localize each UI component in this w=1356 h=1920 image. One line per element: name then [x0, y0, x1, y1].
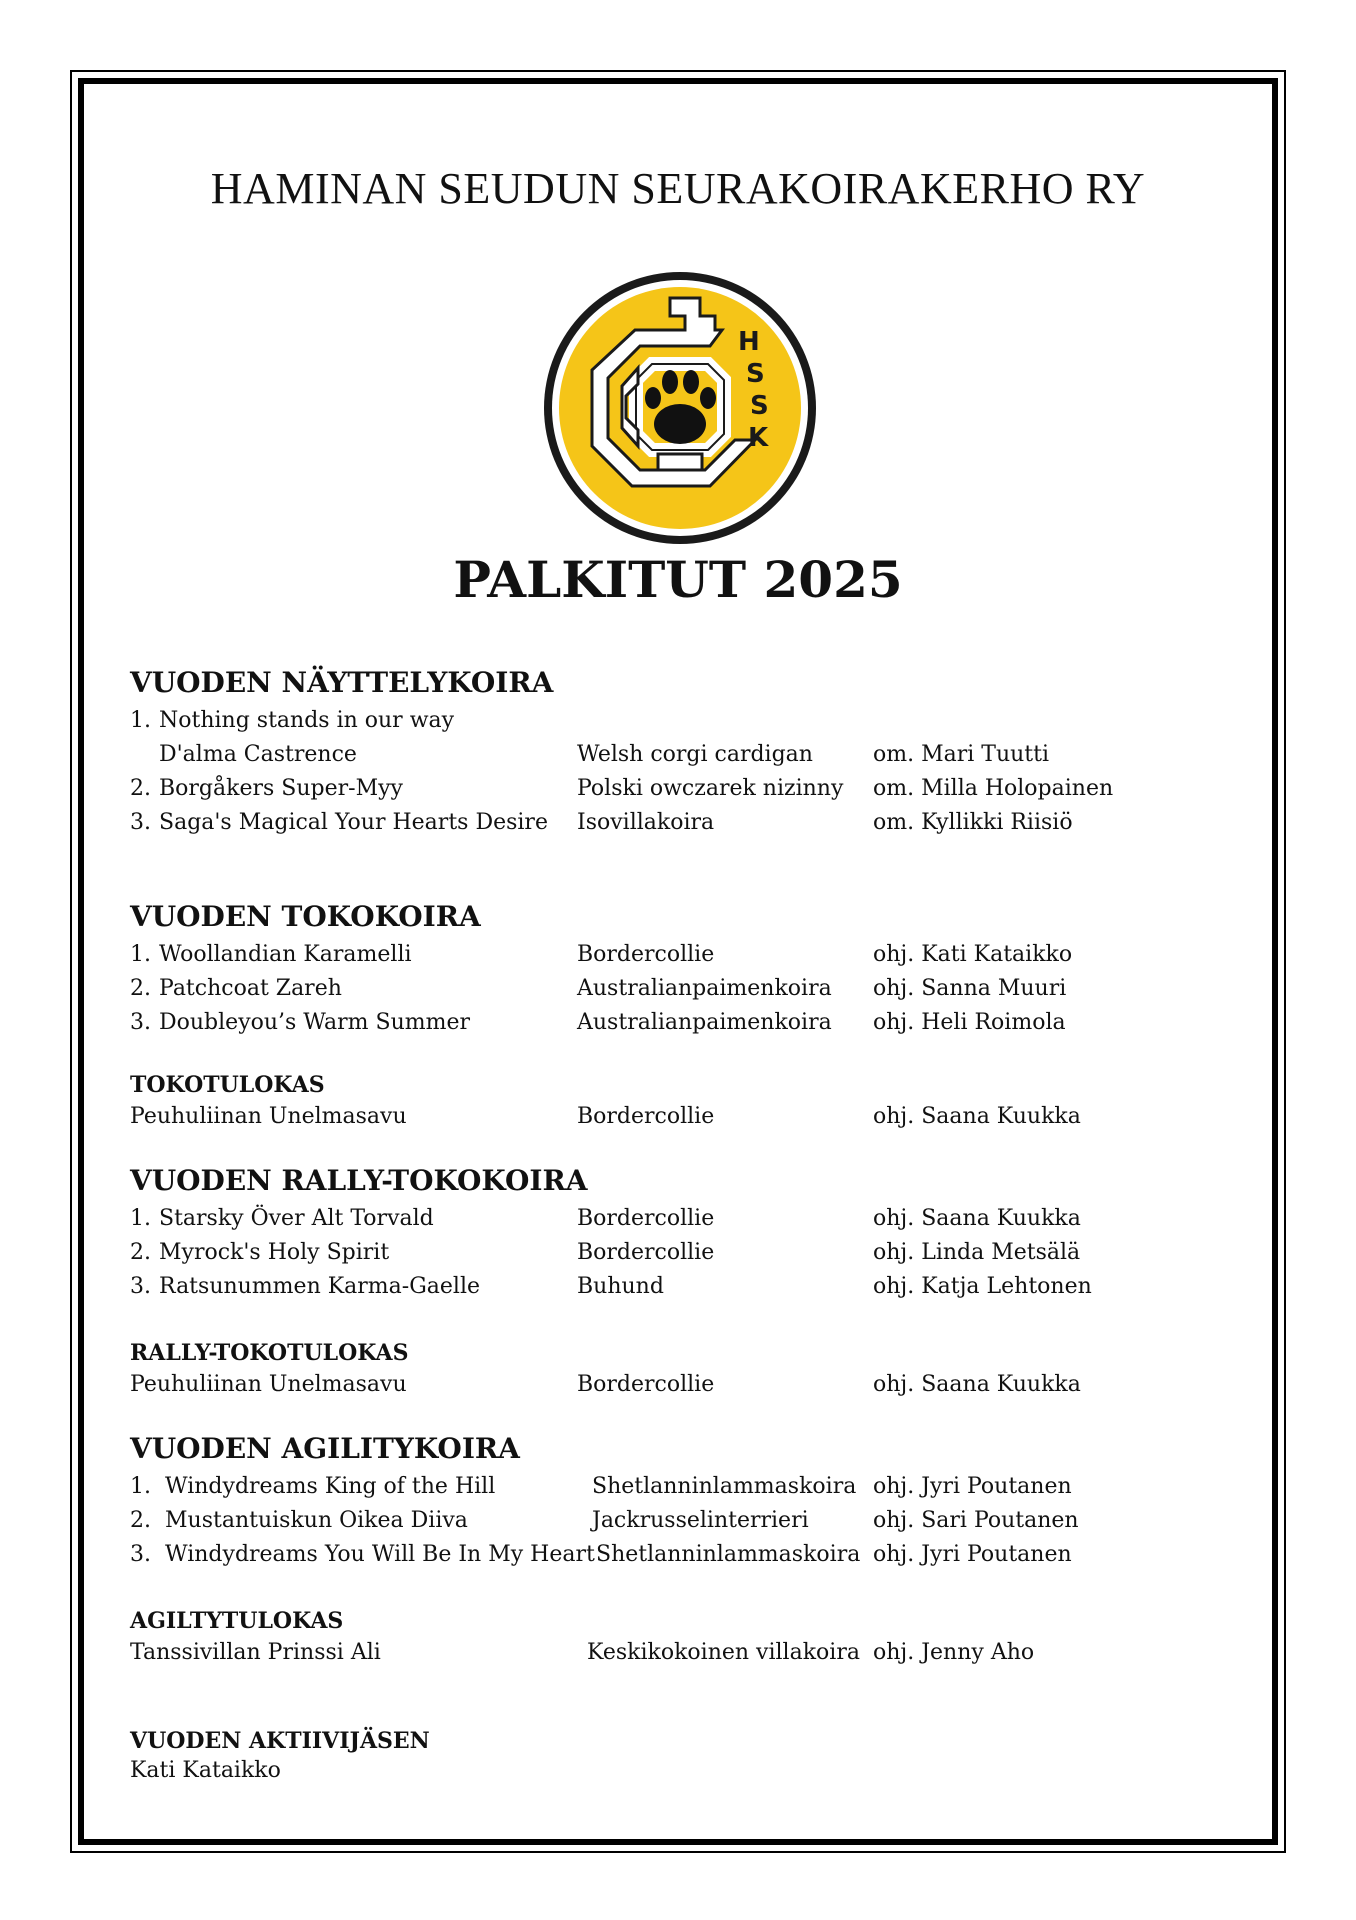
breed: Bordercollie [577, 1104, 715, 1129]
dog-name: Mustantuiskun Oikea Diiva [165, 1508, 468, 1533]
rank-number: 1. [130, 1474, 151, 1499]
section-heading-tokotulokas: TOKOTULOKAS [130, 1072, 325, 1098]
section-heading-tokokoira: VUODEN TOKOKOIRA [130, 900, 481, 933]
logo-letter-h: H [738, 327, 760, 357]
list-item [0, 1206, 1356, 1236]
page-title: PALKITUT 2025 [453, 550, 903, 609]
owner: ohj. Sanna Muuri [873, 976, 1067, 1001]
breed: Keskikokoinen villakoira [587, 1640, 860, 1665]
list-item [0, 942, 1356, 972]
owner: ohj. Saana Kuukka [873, 1372, 1081, 1397]
owner: ohj. Sari Poutanen [873, 1508, 1079, 1533]
breed: Jackrusselinterrieri [592, 1508, 809, 1533]
owner: ohj. Saana Kuukka [873, 1104, 1081, 1129]
club-name: HAMINAN SEUDUN SEURAKOIRAKERHO RY [210, 164, 1146, 213]
section-heading-agiltytulokas: AGILTYTULOKAS [130, 1608, 344, 1634]
owner: om. Mari Tuutti [873, 742, 1050, 767]
breed: Bordercollie [577, 1372, 715, 1397]
list-item [0, 742, 1356, 772]
logo-letter-s1: S [746, 359, 765, 389]
breed: Bordercollie [577, 1240, 715, 1265]
club-logo [540, 268, 820, 548]
breed: Shetlanninlammaskoira [592, 1474, 857, 1499]
dog-name: Tanssivillan Prinssi Ali [130, 1640, 381, 1665]
list-item [0, 810, 1356, 840]
rank-number: 2. [130, 776, 151, 801]
owner: ohj. Heli Roimola [873, 1010, 1066, 1035]
list-item [0, 976, 1356, 1006]
breed: Buhund [577, 1274, 664, 1299]
list-item [0, 776, 1356, 806]
rank-number: 3. [130, 1274, 151, 1299]
dog-name: Borgåkers Super-Myy [159, 776, 403, 801]
rank-number: 3. [130, 1542, 151, 1567]
breed: Shetlanninlammaskoira [596, 1542, 861, 1567]
list-item [0, 1508, 1356, 1538]
breed: Australianpaimenkoira [577, 976, 832, 1001]
owner: ohj. Kati Kataikko [873, 942, 1073, 967]
owner: ohj. Katja Lehtonen [873, 1274, 1092, 1299]
dog-name: Woollandian Karamelli [159, 942, 412, 967]
dog-name: Doubleyou’s Warm Summer [159, 1010, 470, 1035]
list-item [0, 1372, 1356, 1402]
logo-letter-k: K [748, 423, 769, 453]
breed: Polski owczarek nizinny [577, 776, 844, 801]
list-item [0, 1104, 1356, 1134]
list-item [0, 1010, 1356, 1040]
dog-name: Peuhuliinan Unelmasavu [130, 1104, 407, 1129]
rank-number: 2. [130, 1240, 151, 1265]
section-heading-rally-tokokoira: VUODEN RALLY-TOKOKOIRA [130, 1164, 588, 1197]
dog-name: Peuhuliinan Unelmasavu [130, 1372, 407, 1397]
owner: ohj. Linda Metsälä [873, 1240, 1081, 1265]
list-item [0, 708, 1356, 738]
rank-number: 1. [130, 942, 151, 967]
logo-letter-s2: S [750, 391, 769, 421]
owner: ohj. Jenny Aho [873, 1640, 1035, 1665]
dog-name: Nothing stands in our way [159, 708, 455, 733]
section-heading-rally-tokotulokas: RALLY-TOKOTULOKAS [130, 1340, 409, 1366]
breed: Australianpaimenkoira [577, 1010, 832, 1035]
section-heading-agilitykoira: VUODEN AGILITYKOIRA [130, 1432, 520, 1465]
list-item [0, 1640, 1356, 1670]
dog-name: Windydreams You Will Be In My Heart [165, 1542, 595, 1567]
list-item [0, 1474, 1356, 1504]
breed: Bordercollie [577, 942, 715, 967]
section-heading-nayttelykoira: VUODEN NÄYTTELYKOIRA [130, 666, 554, 699]
rank-number: 1. [130, 1206, 151, 1231]
breed: Isovillakoira [577, 810, 715, 835]
rank-number: 3. [130, 1010, 151, 1035]
section-heading-aktiivijasen: VUODEN AKTIIVIJÄSEN [130, 1728, 430, 1754]
owner: ohj. Jyri Poutanen [873, 1542, 1072, 1567]
list-item [0, 1274, 1356, 1304]
dog-name: Ratsunummen Karma-Gaelle [159, 1274, 481, 1299]
list-item [0, 1542, 1356, 1572]
owner: om. Kyllikki Riisiö [873, 810, 1073, 835]
rank-number: 1. [130, 708, 151, 733]
dog-name-cont: D'alma Castrence [159, 742, 357, 767]
dog-name: Starsky Över Alt Torvald [159, 1206, 434, 1231]
dog-name: Windydreams King of the Hill [165, 1474, 496, 1499]
owner: om. Milla Holopainen [873, 776, 1114, 801]
rank-number: 3. [130, 810, 151, 835]
breed: Welsh corgi cardigan [577, 742, 813, 767]
dog-name: Myrock's Holy Spirit [159, 1240, 390, 1265]
owner: ohj. Saana Kuukka [873, 1206, 1081, 1231]
rank-number: 2. [130, 1508, 151, 1533]
rank-number: 2. [130, 976, 151, 1001]
list-item [0, 1240, 1356, 1270]
member-name: Kati Kataikko [130, 1758, 281, 1783]
owner: ohj. Jyri Poutanen [873, 1474, 1072, 1499]
dog-name: Saga's Magical Your Hearts Desire [159, 810, 548, 835]
breed: Bordercollie [577, 1206, 715, 1231]
dog-name: Patchcoat Zareh [159, 976, 342, 1001]
